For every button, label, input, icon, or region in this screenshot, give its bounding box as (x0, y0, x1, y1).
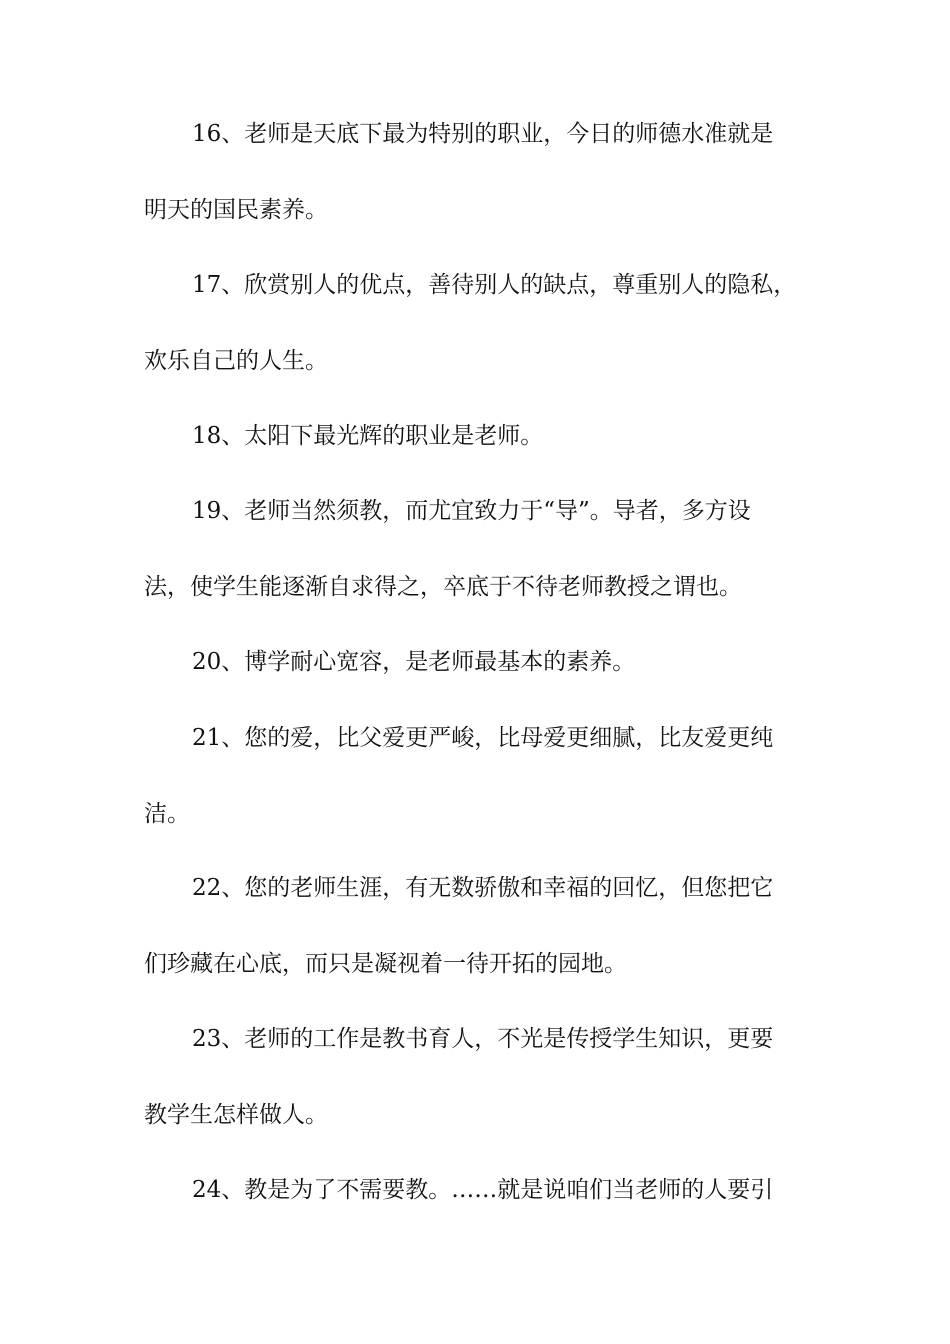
paragraph-line: 22、您的老师生涯，有无数骄傲和幸福的回忆，但您把它 (192, 875, 774, 901)
paragraph-line: 欢乐自己的人生。 (144, 347, 328, 374)
paragraph-line: 教学生怎样做人。 (144, 1101, 328, 1128)
paragraph-line: 法，使学生能逐渐自求得之，卒底于不待老师教授之谓也。 (144, 573, 742, 600)
paragraph-23 (144, 1020, 844, 1171)
paragraph-16 (144, 115, 844, 266)
paragraph-line: 20、博学耐心宽容，是老师最基本的素养。 (192, 649, 636, 675)
paragraph-line: 24、教是为了不需要教。……就是说咱们当老师的人要引 (192, 1177, 774, 1203)
paragraph-line: 17、欣赏别人的优点，善待别人的缺点，尊重别人的隐私， (192, 272, 797, 298)
paragraph-line: 16、老师是天底下最为特别的职业，今日的师德水准就是 (192, 121, 774, 147)
paragraph-line: 明天的国民素养。 (144, 196, 328, 223)
paragraph-22 (144, 869, 844, 1020)
paragraph-line: 21、您的爱，比父爱更严峻，比母爱更细腻，比友爱更纯 (192, 725, 774, 751)
paragraph-18 (144, 417, 844, 493)
paragraph-17 (144, 266, 844, 417)
paragraph-line: 19、老师当然须教，而尤宜致力于“导”。导者，多方设 (192, 498, 751, 524)
paragraph-20 (144, 643, 844, 719)
paragraph-21 (144, 719, 844, 870)
paragraph-line: 洁。 (144, 800, 190, 827)
paragraph-19 (144, 492, 844, 643)
paragraph-line: 23、老师的工作是教书育人，不光是传授学生知识，更要 (192, 1026, 774, 1052)
paragraph-line: 18、太阳下最光辉的职业是老师。 (192, 423, 544, 449)
paragraph-line: 们珍藏在心底，而只是凝视着一待开拓的园地。 (144, 950, 627, 977)
paragraph-24 (144, 1171, 844, 1247)
